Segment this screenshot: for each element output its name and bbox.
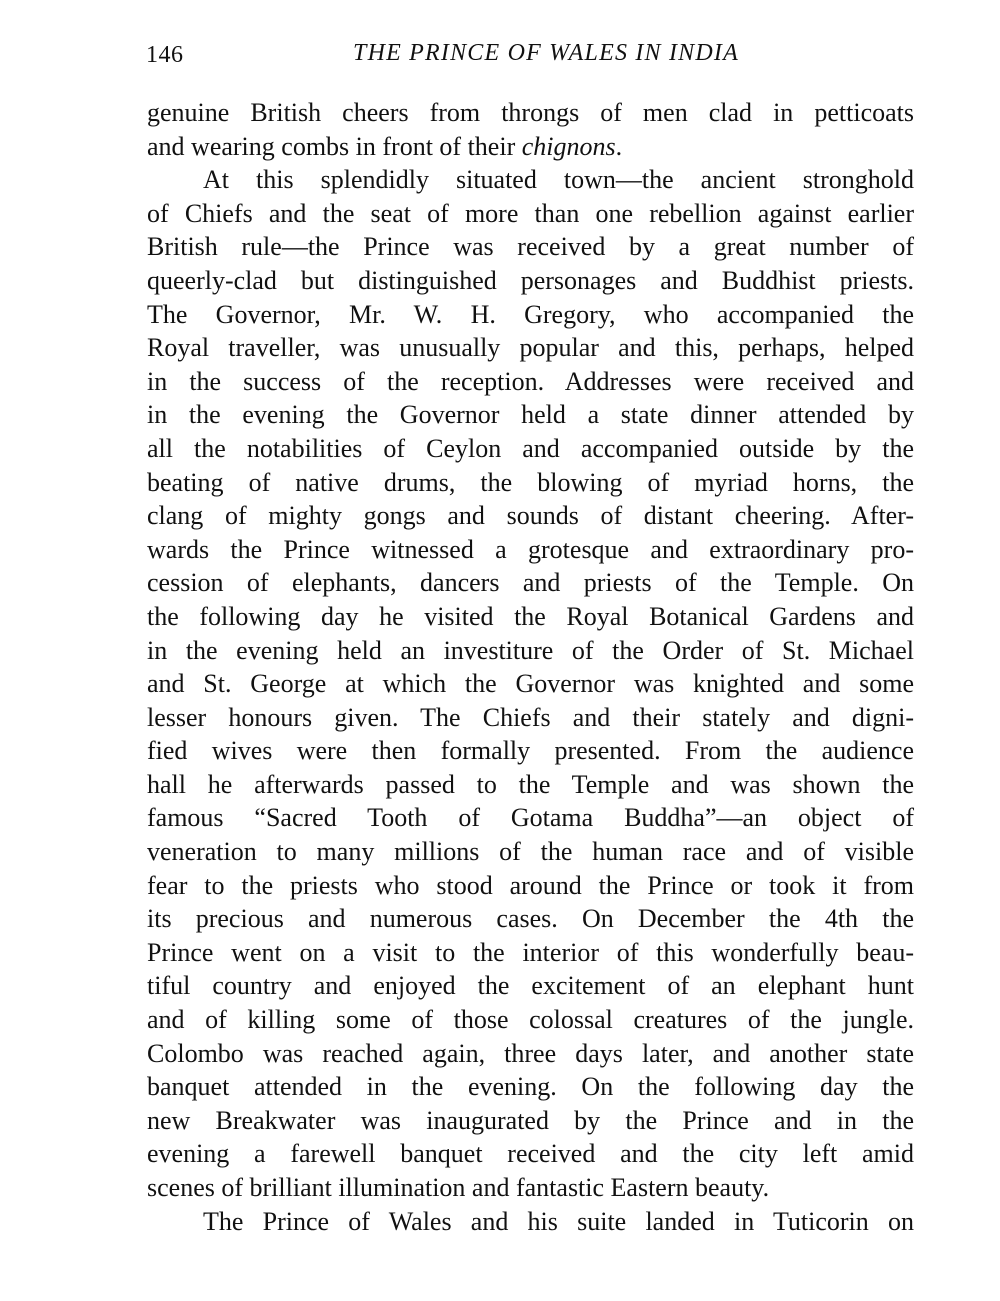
- text-line: [147, 96, 914, 130]
- text-line: [147, 230, 914, 264]
- text-line: [147, 163, 914, 197]
- text-line-content: fied wives were then formally presented. From the audience: [147, 736, 914, 766]
- text-line: [147, 667, 914, 701]
- text-line: [147, 701, 914, 735]
- text-line: [147, 869, 914, 903]
- text-line: [147, 1070, 914, 1104]
- text-line: [147, 768, 914, 802]
- text-line-content: queerly-clad but distinguished personages and Buddhist priests.: [147, 265, 914, 295]
- text-line: [147, 499, 914, 533]
- italic-word: chignons: [521, 131, 616, 161]
- text-line-content: The Governor, Mr. W. H. Gregory, who accompanied the: [147, 299, 914, 329]
- text-line-content: and wearing combs in front of their: [147, 131, 522, 161]
- text-line: [147, 264, 914, 298]
- text-line-content: and St. George at which the Governor was knighted and some: [147, 669, 914, 699]
- text-line: [147, 734, 914, 768]
- text-line-content: Colombo was reached again, three days later, and another state: [147, 1038, 914, 1068]
- text-line: [147, 1104, 914, 1138]
- body-text: [147, 96, 914, 1238]
- text-line: [147, 398, 914, 432]
- text-line-content: The Prince of Wales and his suite landed in Tuticorin on: [203, 1206, 914, 1236]
- running-head: [146, 40, 916, 74]
- text-line-content: all the notabilities of Ceylon and accompanied outside by the: [147, 433, 914, 463]
- text-line-content: in the success of the reception. Addresses were received and: [147, 366, 914, 396]
- text-line: [147, 365, 914, 399]
- text-line-content: clang of mighty gongs and sounds of distant cheering. After-: [147, 501, 914, 531]
- text-line: [147, 600, 914, 634]
- text-line: [147, 1205, 914, 1239]
- text-line: [147, 1137, 914, 1171]
- text-line-content: in the evening the Governor held a state dinner attended by: [147, 400, 914, 430]
- text-line: [147, 969, 914, 1003]
- text-line: [147, 1003, 914, 1037]
- text-line-content: and of killing some of those colossal creatures of the jungle.: [147, 1005, 914, 1035]
- text-line-content: British rule—the Prince was received by a great number of: [147, 232, 914, 262]
- text-line-content: veneration to many millions of the human race and of visible: [147, 837, 914, 867]
- text-line-content: Royal traveller, was unusually popular and this, perhaps, helped: [147, 333, 914, 363]
- text-line: [147, 331, 914, 365]
- text-line: [147, 197, 914, 231]
- text-line: [147, 1037, 914, 1071]
- text-line-content: fear to the priests who stood around the Prince or took it from: [147, 870, 914, 900]
- text-line-content: the following day he visited the Royal Botanical Gardens and: [147, 601, 914, 631]
- text-line-content: At this splendidly situated town—the ancient stronghold: [203, 165, 914, 195]
- text-line: [147, 634, 914, 668]
- text-line-content: new Breakwater was inaugurated by the Prince and in the: [147, 1105, 914, 1135]
- text-line: [147, 466, 914, 500]
- page-number: 146: [146, 42, 184, 68]
- text-line-content: scenes of brilliant illumination and fantastic Eastern beauty.: [147, 1173, 770, 1202]
- text-line: [147, 432, 914, 466]
- text-line: [147, 130, 914, 164]
- text-line-content: famous “Sacred Tooth of Gotama Buddha”—an object of: [147, 803, 914, 833]
- text-line-content: hall he afterwards passed to the Temple and was shown the: [147, 769, 914, 799]
- text-line-content: tiful country and enjoyed the excitement of an elephant hunt: [147, 971, 914, 1001]
- running-title: THE PRINCE OF WALES IN INDIA: [353, 40, 739, 66]
- text-line-content: of Chiefs and the seat of more than one rebellion against earlier: [147, 198, 914, 228]
- text-line-content: beating of native drums, the blowing of myriad horns, the: [147, 467, 914, 497]
- text-line-punctuation: .: [615, 131, 623, 161]
- text-line: [147, 1171, 914, 1205]
- text-line-content: banquet attended in the evening. On the following day the: [147, 1072, 914, 1102]
- text-line-content: cession of elephants, dancers and priests of the Temple. On: [147, 568, 914, 598]
- text-line-content: lesser honours given. The Chiefs and their stately and digni-: [147, 702, 914, 732]
- text-line-content: its precious and numerous cases. On December the 4th the: [147, 904, 914, 934]
- text-line-content: wards the Prince witnessed a grotesque and extraordinary pro-: [147, 534, 914, 564]
- text-line-content: genuine British cheers from throngs of men clad in petticoats: [147, 98, 914, 127]
- text-line: [147, 801, 914, 835]
- text-line: [147, 533, 914, 567]
- text-line-content: Prince went on a visit to the interior of this wonderfully beau-: [147, 937, 914, 967]
- text-line: [147, 936, 914, 970]
- text-line: [147, 902, 914, 936]
- text-line-content: in the evening held an investiture of the Order of St. Michael: [147, 635, 914, 665]
- text-line: [147, 566, 914, 600]
- text-line: [147, 835, 914, 869]
- text-line-content: evening a farewell banquet received and the city left amid: [147, 1139, 914, 1169]
- text-line: [147, 298, 914, 332]
